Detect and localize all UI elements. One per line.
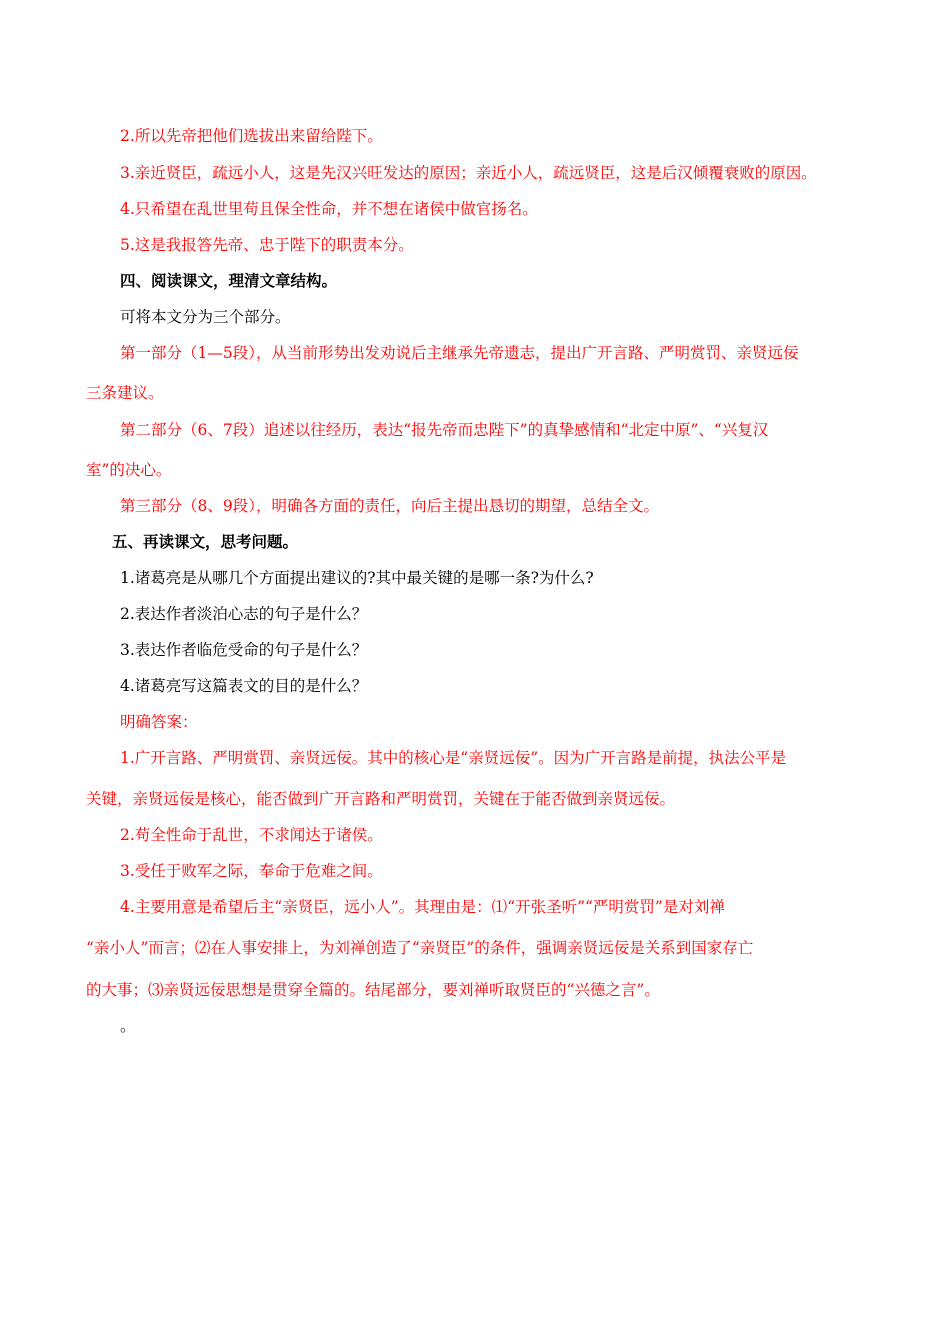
answer-1-line-2: 关键，亲贤远佞是核心，能否做到广开言路和严明赏罚，关键在于能否做到亲贤远佞。 xyxy=(86,790,676,808)
answer-1-line-1: 1.广开言路、严明赏罚、亲贤远佞。其中的核心是“亲贤远佞”。因为广开言路是前提，执法公平是 xyxy=(120,749,787,767)
section-5-heading: 五、再读课文，思考问题。 xyxy=(112,532,299,551)
part-1-line-2: 三条建议。 xyxy=(86,384,164,402)
answer-label: 明确答案： xyxy=(120,713,198,731)
answer-2: 2.苟全性命于乱世，不求闻达于诸侯。 xyxy=(120,826,383,844)
answer-3: 3.受任于败军之际，奉命于危难之间。 xyxy=(120,862,383,880)
part-2-line-1: 第二部分（6、7段）追述以往经历，表达“报先帝而忠陛下”的真挚感情和“北定中原”、“兴复汉 xyxy=(120,421,769,439)
answer-item-5: 5.这是我报答先帝、忠于陛下的职责本分。 xyxy=(120,236,414,254)
section-4-intro: 可将本文分为三个部分。 xyxy=(120,308,291,326)
part-3: 第三部分（8、9段），明确各方面的责任，向后主提出恳切的期望，总结全文。 xyxy=(120,497,659,515)
answer-item-4: 4.只希望在乱世里苟且保全性命，并不想在诸侯中做官扬名。 xyxy=(120,200,538,218)
question-2: 2.表达作者淡泊心志的句子是什么？ xyxy=(120,605,368,623)
answer-4-line-2: “亲小人”而言；⑵在人事安排上，为刘禅创造了“亲贤臣”的条件，强调亲贤远佞是关系到国家存亡 xyxy=(86,939,754,957)
answer-item-2: 2.所以先帝把他们选拔出来留给陛下。 xyxy=(120,127,383,145)
trailing-mark: 。 xyxy=(120,1017,136,1035)
question-1: 1.诸葛亮是从哪几个方面提出建议的?其中最关键的是哪一条?为什么? xyxy=(120,569,594,587)
answer-item-3: 3.亲近贤臣，疏远小人，这是先汉兴旺发达的原因；亲近小人，疏远贤臣，这是后汉倾覆衰败的原因。 xyxy=(120,164,817,182)
part-2-line-2: 室”的决心。 xyxy=(86,461,172,479)
answer-4-line-1: 4.主要用意是希望后主“亲贤臣，远小人”。其理由是：⑴“开张圣听”“严明赏罚”是对刘禅 xyxy=(120,898,725,916)
section-4-heading: 四、阅读课文，理清文章结构。 xyxy=(120,271,338,290)
question-3: 3.表达作者临危受命的句子是什么？ xyxy=(120,641,368,659)
question-4: 4.诸葛亮写这篇表文的目的是什么？ xyxy=(120,677,368,695)
answer-4-line-3: 的大事；⑶亲贤远佞思想是贯穿全篇的。结尾部分，要刘禅听取贤臣的“兴德之言”。 xyxy=(86,981,660,999)
part-1-line-1: 第一部分（1—5段），从当前形势出发劝说后主继承先帝遗志，提出广开言路、严明赏罚、亲贤远佞 xyxy=(120,344,799,362)
